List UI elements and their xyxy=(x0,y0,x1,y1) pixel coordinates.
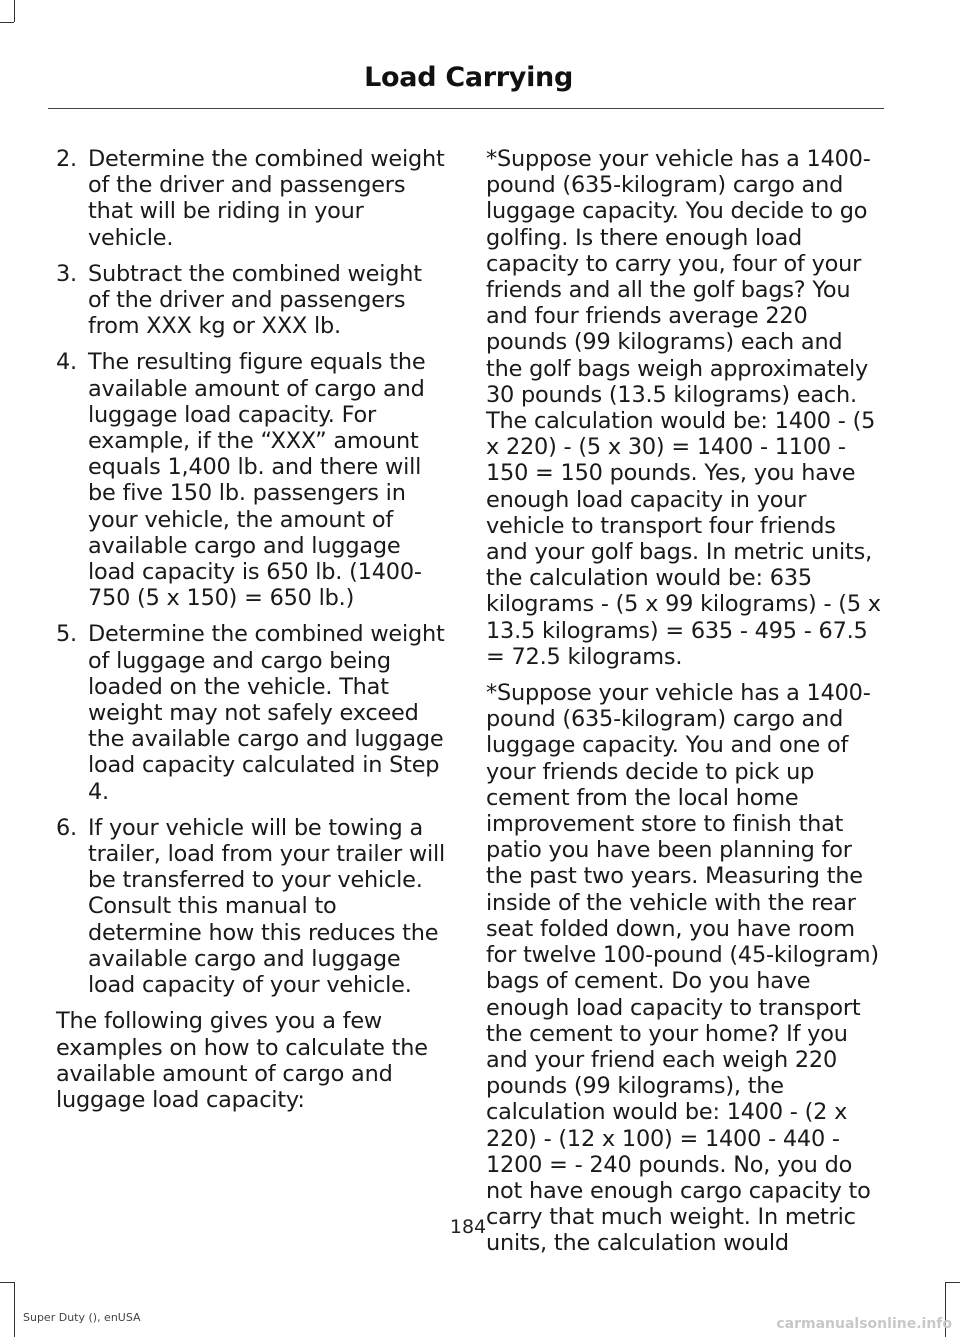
step-number: 4. xyxy=(56,349,77,376)
step-text: The resulting figure equals the available amount of cargo and luggage load capacity. For example, if the “XXX” amount equals 1,400 lb. and there will be five 150 lb. passengers in your vehicle, the amount of available cargo and luggage load capacity is 650 lb. (1400-750 (5 x 150) = 650 lb.) xyxy=(88,349,426,612)
step-text: Determine the combined weight of the driver and passengers that will be riding in your vehicle. xyxy=(88,146,445,251)
page-number: 184 xyxy=(449,1216,487,1238)
left-column xyxy=(56,146,448,1123)
watermark: carmanualsonline.info xyxy=(776,1316,952,1332)
step-number: 5. xyxy=(56,621,77,648)
example-paragraph-cement: *Suppose your vehicle has a 1400-pound (635-kilogram) cargo and luggage capacity. You and one of your friends decide to pick up cement from the local home improvement store to finish that patio you have been planning for the past two years. Measuring the inside of the vehicle with the rear seat folded down, you have room for twelve 100-pound (45-kilogram) bags of cement. Do you have enough load capacity to transport the cement to your home? If you and your friend each weigh 220 pounds (99 kilograms), the calculation would be: 1400 - (2 x 220) - (12 x 100) = 1400 - 440 - 1200 = - 240 pounds. No, you do not have enough cargo capacity to carry that much weight. In metric units, the calculation would xyxy=(486,680,879,1257)
list-item xyxy=(56,815,448,998)
doc-info: Super Duty (), enUSA xyxy=(23,1311,141,1324)
step-text: Subtract the combined weight of the driver and passengers from XXX kg or XXX lb. xyxy=(88,260,422,340)
crop-mark xyxy=(14,0,15,22)
list-item xyxy=(56,621,448,804)
step-number: 6. xyxy=(56,814,77,841)
step-number: 3. xyxy=(56,260,77,287)
intro-paragraph: The following gives you a few examples on how to calculate the available amount of cargo and luggage load capacity: xyxy=(56,1008,428,1113)
step-text: If your vehicle will be towing a trailer, load from your trailer will be transferred to your vehicle. Consult this manual to determine how this reduces the available cargo and luggage load capacity of your vehicle. xyxy=(88,814,446,999)
crop-mark xyxy=(14,1282,15,1337)
step-text: Determine the combined weight of luggage and cargo being loaded on the vehicle. That weight may not safely exceed the available cargo and luggage load capacity calculated in Step 4. xyxy=(88,621,445,805)
step-number: 2. xyxy=(56,146,77,172)
steps-list xyxy=(56,146,448,998)
page-header xyxy=(48,56,884,109)
crop-mark xyxy=(0,22,14,23)
example-paragraph-golf: *Suppose your vehicle has a 1400-pound (635-kilogram) cargo and luggage capacity. You decide to go golfing. Is there enough load capacity to carry you, four of your friends and all the golf bags? You and four friends average 220 pounds (99 kilograms) each and the golf bags weigh approximately 30 pounds (13.5 kilograms) each. The calculation would be: 1400 - (5 x 220) - (5 x 30) = 1400 - 1100 - 150 = 150 pounds. Yes, you have enough load capacity in your vehicle to transport four friends and your golf bags. In metric units, the calculation would be: 635 kilograms - (5 x 99 kilograms) - (5 x 13.5 kilograms) = 635 - 495 - 67.5 = 72.5 kilograms. xyxy=(486,146,881,670)
right-column xyxy=(486,146,882,1267)
page-title: Load Carrying xyxy=(364,62,573,93)
crop-mark xyxy=(946,1282,960,1283)
list-item xyxy=(56,349,448,611)
list-item xyxy=(56,261,448,340)
list-item xyxy=(56,146,448,251)
crop-mark xyxy=(0,1282,14,1283)
